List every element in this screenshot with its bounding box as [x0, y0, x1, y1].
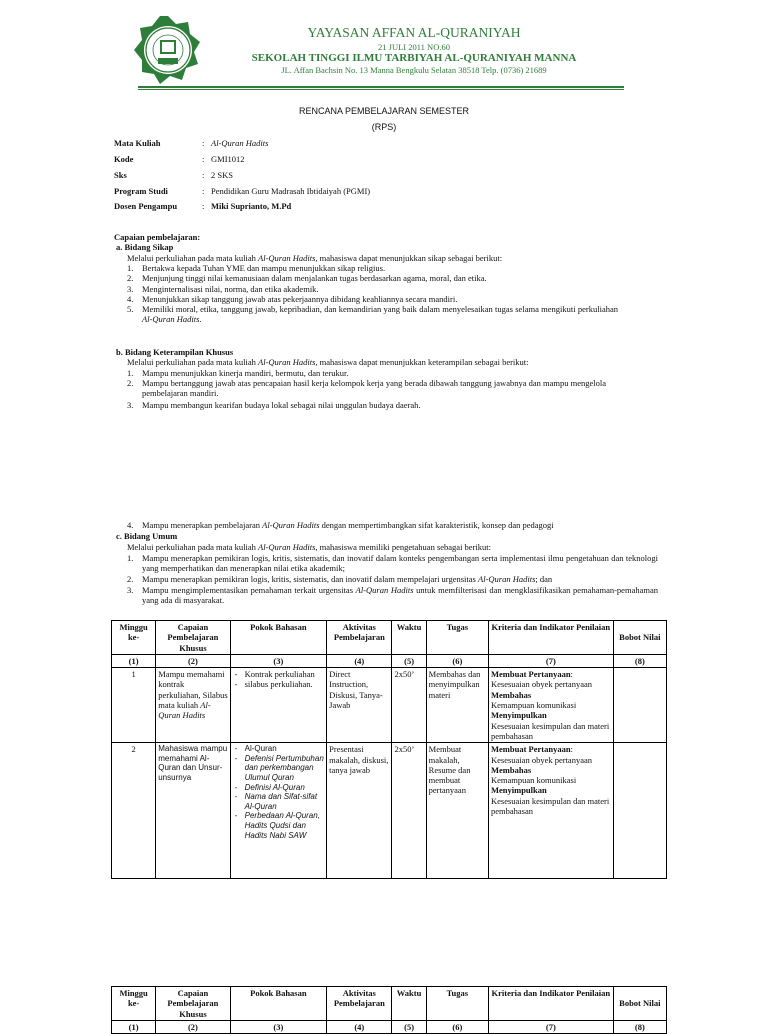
info-colon: : [202, 138, 205, 148]
item-number: 2. [127, 273, 134, 283]
col-index: (6) [426, 1020, 488, 1033]
item-number: 5. [127, 304, 134, 314]
info-label: Mata Kuliah [114, 138, 161, 148]
cell-activity: Presentasi makalah, diskusi, tanya jawab [327, 743, 392, 879]
col-header: Capaian Pembelajaran Khusus [156, 621, 230, 655]
item-number: 1. [127, 368, 134, 378]
item-number: 3. [127, 284, 134, 294]
info-value-course: Al-Quran Hadits [211, 138, 269, 148]
col-header: Minggu ke- [112, 987, 156, 1021]
list-item: Menjunjung tinggi nilai kemanusiaan dalam menjalankan tugas berdasarkan agama, moral, dan etika. [142, 273, 487, 283]
foundation-date: 21 JULI 2011 NO.60 [378, 42, 450, 52]
list-item: Mampu menunjukkan kinerja mandiri, bermutu, dan terukur. [142, 368, 349, 378]
cell-topic [230, 743, 327, 879]
info-colon: : [202, 186, 205, 196]
list-item: Menginternalisasi nilai, norma, dan etika akademik. [142, 284, 319, 294]
col-header: Waktu [392, 987, 426, 1021]
item-number: 4. [127, 294, 134, 304]
topic-item: - Nama dan Sifat-sifat Al-Quran [245, 792, 325, 811]
topic-item: - Defenisi Pertumbuhan dan perkembangan Ulumul Quran [245, 754, 325, 783]
cell-task: Membuat makalah, Resume dan membuat pertanyaan [426, 743, 488, 879]
table-row [112, 743, 667, 879]
list-item: Mampu menerapkan pemikiran logis, kritis, sistematis, dan inovatif dalam konteks pengembangan serta implementasi ilmu pengetahuan dan teknologi yang memperhatikan dan menerapkan nilai etika akademik; [142, 553, 658, 574]
col-header: Aktivitas Pembelajaran [327, 987, 392, 1021]
col-index: (2) [156, 1020, 230, 1033]
col-index: (2) [156, 654, 230, 667]
table-row [112, 668, 667, 743]
cell-outcome: Mampu memahami kontrak perkuliahan, Silabus mata kuliah Al-Quran Hadits [156, 668, 230, 743]
col-header: Capaian Pembelajaran Khusus [156, 987, 230, 1021]
col-header: Kriteria dan Indikator Penilaian [488, 987, 613, 1021]
school-address: JL. Affan Bachsin No. 13 Manna Bengkulu Selatan 38518 Telp. (0736) 21689 [281, 65, 547, 75]
topic-item: - Definisi Al-Quran [245, 783, 325, 793]
col-index: (3) [230, 1020, 327, 1033]
col-index: (7) [488, 654, 613, 667]
cell-weight [613, 743, 666, 879]
section-c-intro: Melalui perkuliahan pada mata kuliah Al-Quran Hadits, mahasiswa memiliki pengetahuan sebagai berikut: [127, 542, 491, 552]
school-name: SEKOLAH TINGGI ILMU TARBIYAH AL-QURANIYAH MANNA [251, 52, 577, 64]
info-value-lecturer: Miki Suprianto, M.Pd [211, 201, 292, 211]
header-divider [138, 86, 624, 88]
cell-week: 2 [112, 743, 156, 879]
col-header: Kriteria dan Indikator Penilaian [488, 621, 613, 655]
item-number: 4. [127, 520, 134, 530]
document-subtitle: (RPS) [371, 122, 397, 132]
cell-criteria: Membuat Pertanyaan: Kesesuaian obyek pertanyaan Membahas Kemampuan komunikasi Menyimpulkan Kesesuaian kesimpulan dan materi pembahasan [488, 668, 613, 743]
col-header: Tugas [426, 621, 488, 655]
col-header: Bobot Nilai [613, 621, 666, 655]
info-label: Dosen Pengampu [114, 201, 178, 211]
cell-topic [230, 668, 327, 743]
col-index: (6) [426, 654, 488, 667]
cell-weight [613, 668, 666, 743]
outcomes-heading: Capaian pembelajaran: [114, 232, 201, 242]
info-label: Kode [114, 154, 134, 164]
info-value-program: Pendidikan Guru Madrasah Ibtidaiyah (PGMI) [211, 186, 371, 196]
cell-time: 2x50’ [392, 668, 426, 743]
info-colon: : [202, 201, 205, 211]
header-divider-thin [138, 89, 624, 90]
col-header: Aktivitas Pembelajaran [327, 621, 392, 655]
info-label: Program Studi [114, 186, 168, 196]
section-c-heading: c. Bidang Umum [116, 531, 178, 541]
list-item: Bertakwa kepada Tuhan YME dan mampu menunjukkan sikap religius. [142, 263, 386, 273]
item-number: 3. [127, 585, 134, 595]
table-index-row [112, 1020, 667, 1033]
info-colon: : [202, 170, 205, 180]
item-number: 1. [127, 553, 134, 563]
col-index: (4) [327, 1020, 392, 1033]
document-title: RENCANA PEMBELAJARAN SEMESTER [298, 106, 470, 116]
topic-item: - Kontrak perkuliahan [245, 669, 325, 679]
col-index: (8) [613, 1020, 666, 1033]
foundation-name: YAYASAN AFFAN AL-QURANIYAH [307, 25, 521, 40]
col-header: Pokok Bahasan [230, 621, 327, 655]
rps-table-continued [111, 986, 667, 1034]
col-header: Minggu ke- [112, 621, 156, 655]
topic-item: - Al-Quran [245, 744, 325, 754]
section-b-heading: b. Bidang Keterampilan Khusus [116, 347, 234, 357]
col-index: (3) [230, 654, 327, 667]
col-header: Pokok Bahasan [230, 987, 327, 1021]
col-header: Waktu [392, 621, 426, 655]
table-header-row [112, 621, 667, 655]
list-item: Mampu bertanggung jawab atas pencapaian hasil kerja kelompok kerja yang berada dibawah tanggung jawabnya dan mampu mengelola pembelajaran mandiri. [142, 378, 607, 399]
cell-week: 1 [112, 668, 156, 743]
item-number: 2. [127, 378, 134, 388]
section-a-intro: Melalui perkuliahan pada mata kuliah Al-Quran Hadits, mahasiswa dapat menunjukkan sikap sebagai berikut: [127, 253, 503, 263]
list-item: Mampu menerapkan pemikiran logis, kritis, sistematis, dan inovatif dalam mempelajari urgensitas Al-Quran Hadits; dan [142, 574, 553, 584]
col-index: (7) [488, 1020, 613, 1033]
table-index-row [112, 654, 667, 667]
col-index: (1) [112, 1020, 156, 1033]
rps-table [111, 620, 667, 879]
cell-outcome: Mahasiswa mampu memahami Al-Quran dan Unsur-unsurnya [156, 743, 230, 879]
cell-criteria: Membuat Pertanyaan: Kesesuaian obyek pertanyaan Membahas Kemampuan komunikasi Menyimpulkan Kesesuaian kesimpulan dan materi pembahasan [488, 743, 613, 879]
item-number: 1. [127, 263, 134, 273]
cell-activity: Direct Instruction, Diskusi, Tanya-Jawab [327, 668, 392, 743]
topic-item: - Perbedaan Al-Quran, Hadits Qudsi dan Hadits Nabi SAW [245, 811, 325, 840]
section-b-intro: Melalui perkuliahan pada mata kuliah Al-Quran Hadits, mahasiswa dapat menunjukkan keterampilan sebagai berikut: [127, 357, 529, 367]
col-index: (8) [613, 654, 666, 667]
cell-task: Membahas dan menyimpulkan materi [426, 668, 488, 743]
item-number: 2. [127, 574, 134, 584]
list-item: Mampu membangun kearifan budaya lokal sebagai nilai unggulan budaya daerah. [142, 400, 421, 410]
col-header: Tugas [426, 987, 488, 1021]
table-header-row [112, 987, 667, 1021]
list-item: Memiliki moral, etika, tanggung jawab, kepribadian, dan kemandirian yang baik dalam menyelesaikan tugas selama mengikuti perkuliahan Al-Quran Hadits. [142, 304, 618, 325]
col-index: (1) [112, 654, 156, 667]
info-value-code: GMI1012 [211, 154, 245, 164]
col-header: Bobot Nilai [613, 987, 666, 1021]
col-index: (4) [327, 654, 392, 667]
list-item: Mampu mengimplementasikan pemahaman terkait urgensitas Al-Quran Hadits untuk memfilterisasi dan mengklasifikasikan pemahaman-pemahaman yang ada di masyarakat. [142, 585, 658, 606]
col-index: (5) [392, 1020, 426, 1033]
cell-time: 2x50’ [392, 743, 426, 879]
list-item: Mampu menerapkan pembelajaran Al-Quran Hadits dengan mempertimbangkan sifat karakteristik, konsep dan pedagogi [142, 520, 554, 530]
section-a-heading: a. Bidang Sikap [116, 242, 174, 252]
info-colon: : [202, 154, 205, 164]
item-number: 3. [127, 400, 134, 410]
topic-item: - silabus perkuliahan. [245, 679, 325, 689]
info-value-sks: 2 SKS [211, 170, 233, 180]
list-item: Menunjukkan sikap tanggung jawab atas pekerjaannya dibidang keahliannya secara mandiri. [142, 294, 458, 304]
info-label: Sks [114, 170, 127, 180]
col-index: (5) [392, 654, 426, 667]
